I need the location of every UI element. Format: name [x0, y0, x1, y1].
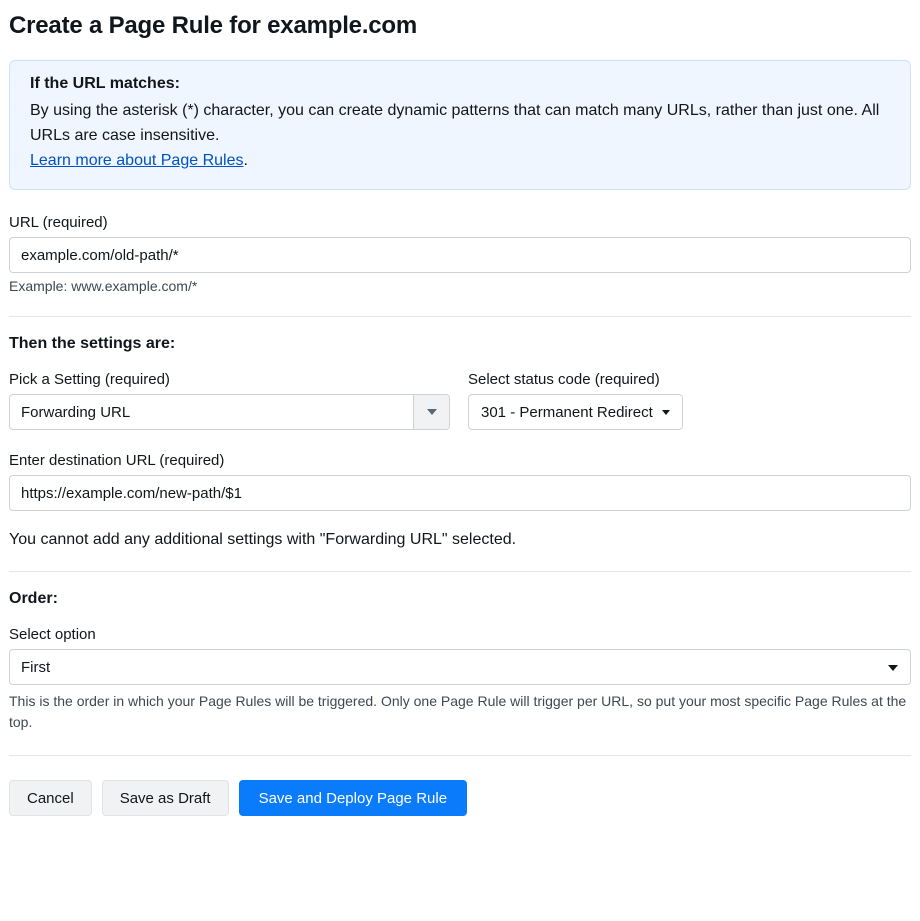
destination-label: Enter destination URL (required)	[9, 452, 225, 470]
divider-order	[9, 571, 911, 572]
save-as-draft-button[interactable]: Save as Draft	[102, 780, 229, 816]
settings-row	[9, 371, 911, 430]
cancel-button[interactable]: Cancel	[9, 780, 92, 816]
info-box-body-text: By using the asterisk (*) character, you can create dynamic patterns that can match many URLs, rather than just one. All URLs are case insensitive.	[30, 102, 880, 144]
status-code-group	[468, 371, 708, 430]
action-buttons	[9, 780, 911, 816]
settings-section-title: Then the settings are:	[9, 335, 176, 353]
order-select[interactable]	[9, 649, 911, 685]
forwarding-url-note: You cannot add any additional settings with "Forwarding URL" selected.	[9, 531, 517, 549]
destination-group	[9, 452, 911, 511]
url-field-label: URL (required)	[9, 214, 108, 232]
url-help-text: Example: www.example.com/*	[9, 278, 198, 295]
pick-setting-value: Forwarding URL	[21, 403, 131, 421]
learn-more-page-rules-link[interactable]: Learn more about Page Rules	[30, 151, 244, 169]
chevron-down-icon	[662, 410, 670, 415]
divider-actions	[9, 755, 911, 756]
pick-setting-label: Pick a Setting (required)	[9, 371, 170, 389]
divider-settings	[9, 316, 911, 317]
chevron-down-icon	[888, 665, 898, 671]
url-match-info-box	[9, 60, 911, 190]
status-code-value: 301 - Permanent Redirect	[481, 403, 653, 421]
info-box-link-suffix: .	[243, 151, 248, 169]
order-section-title: Order:	[9, 590, 58, 608]
pick-setting-group	[9, 371, 450, 430]
destination-url-input[interactable]	[9, 475, 911, 511]
order-select-value: First	[21, 658, 51, 676]
chevron-down-icon	[427, 409, 437, 415]
info-box-body	[30, 99, 890, 173]
status-code-label: Select status code (required)	[468, 371, 660, 389]
save-and-deploy-button[interactable]: Save and Deploy Page Rule	[239, 780, 467, 816]
order-help-text: This is the order in which your Page Rules will be triggered. Only one Page Rule will trigger per URL, so put your most specific Page Rules at the top.	[9, 693, 907, 731]
info-box-title: If the URL matches:	[30, 75, 180, 92]
pick-setting-select[interactable]	[9, 394, 450, 430]
pick-setting-dropdown-button[interactable]	[413, 395, 449, 429]
url-input[interactable]	[9, 237, 911, 273]
page-title: Create a Page Rule for example.com	[9, 12, 418, 39]
order-select-label: Select option	[9, 626, 96, 644]
status-code-select[interactable]	[468, 394, 683, 430]
